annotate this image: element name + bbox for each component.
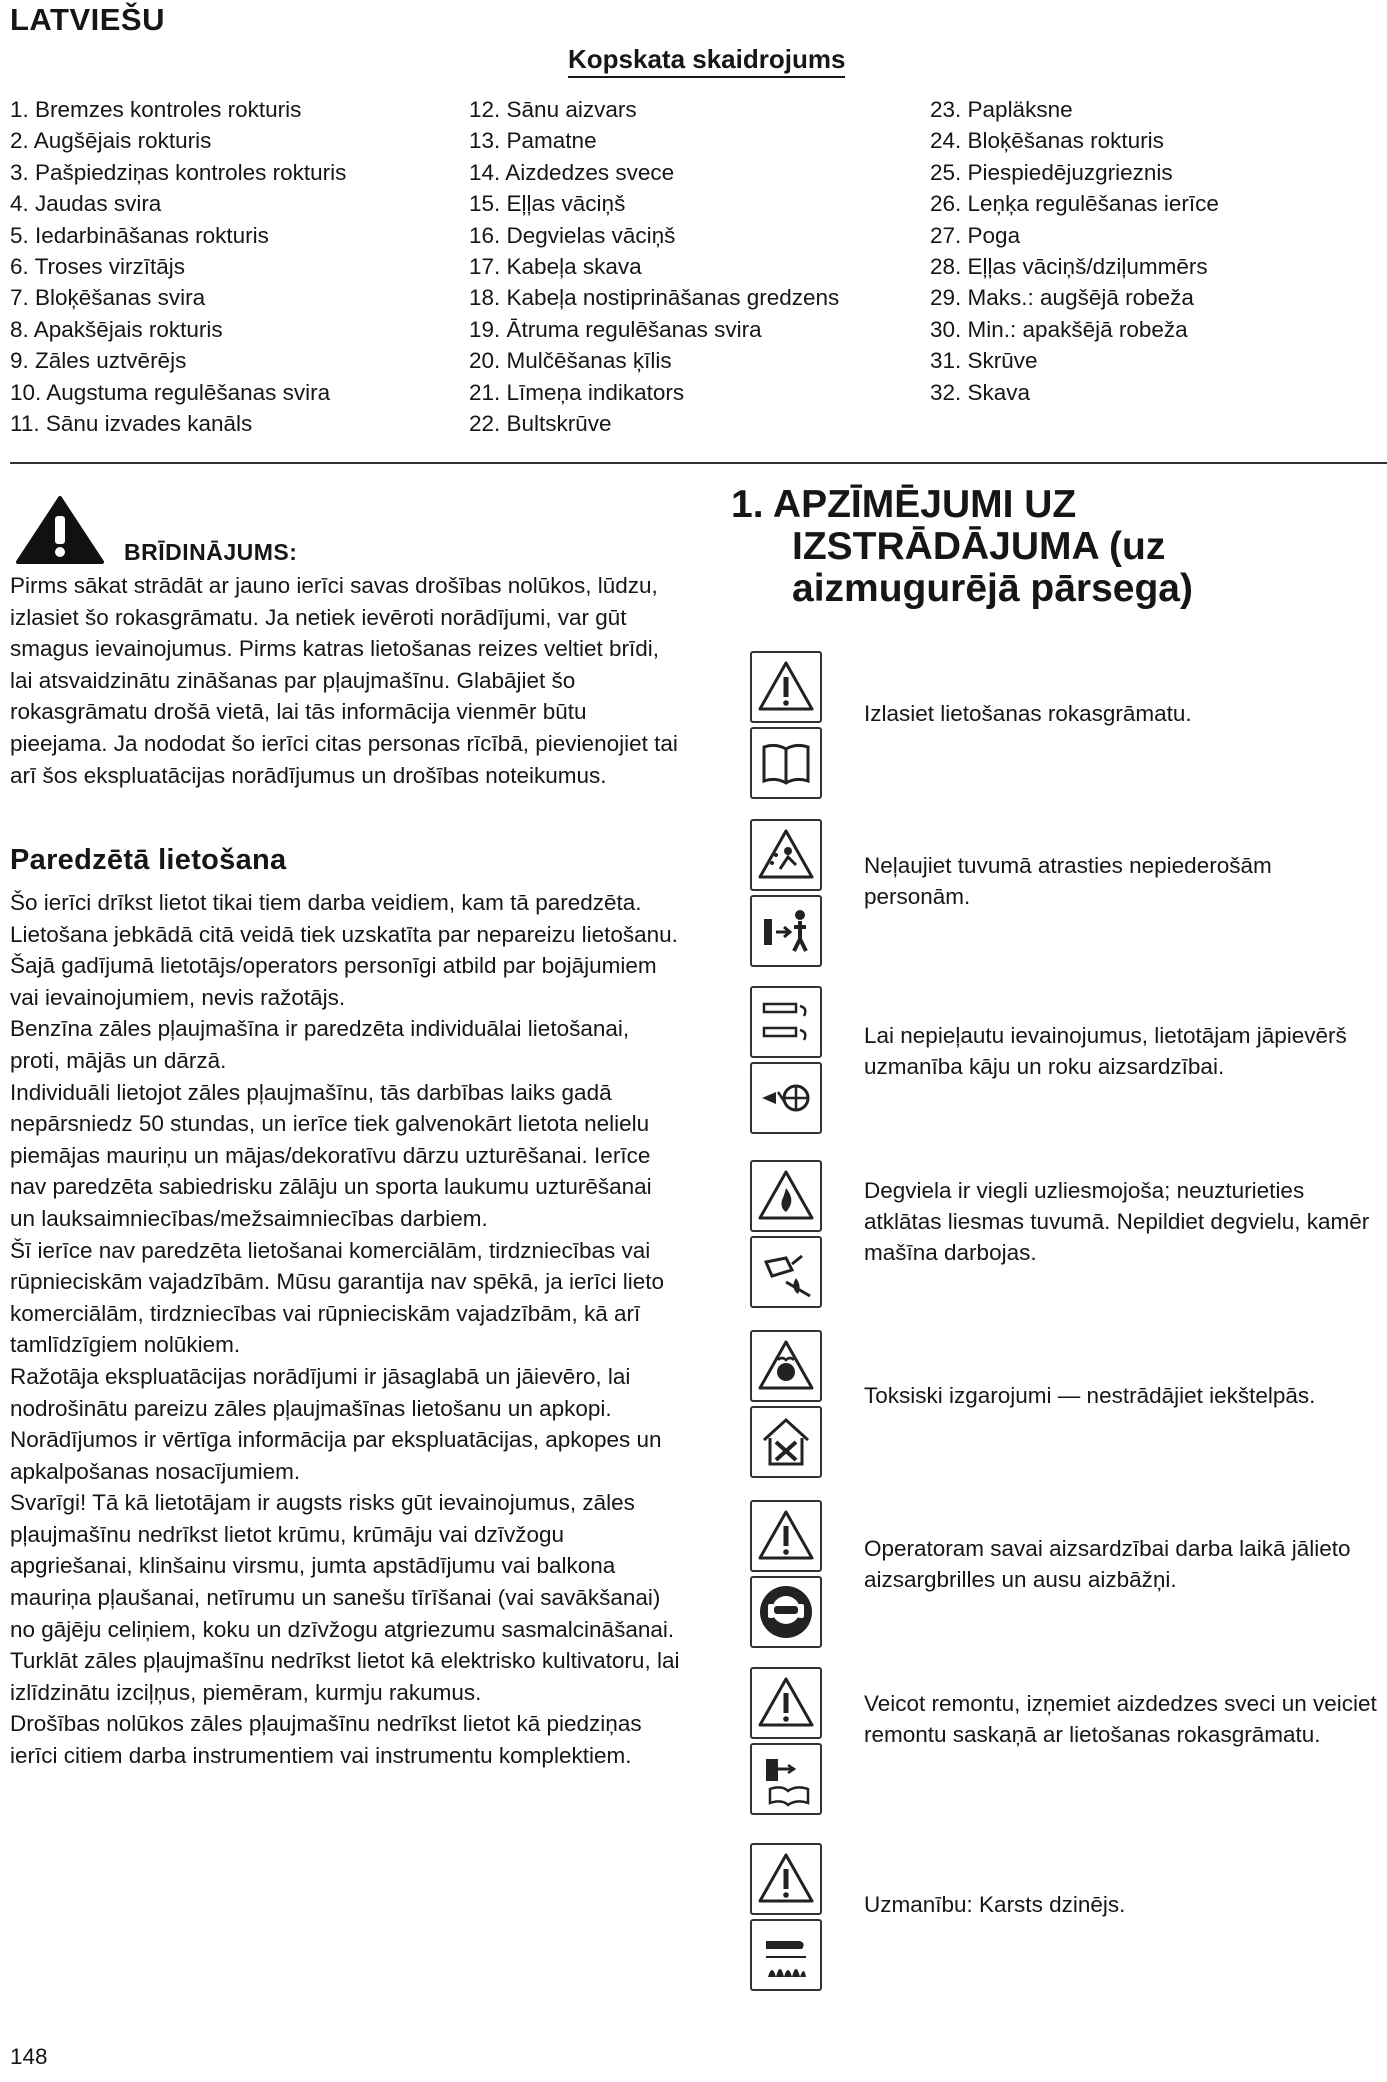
no-indoor-use-icon <box>750 1406 822 1478</box>
warning-triangle-icon <box>750 1843 822 1915</box>
symbols-section-title <box>731 484 1193 610</box>
symbol-description: Degviela ir viegli uzliesmojoša; neuzturieties atklātas liesmas tuvumā. Nepildiet degvielu, kamēr mašīna darbojas. <box>864 1178 1370 1265</box>
warning-triangle-icon <box>750 1667 822 1739</box>
section-divider <box>10 462 1387 464</box>
keep-bystanders-away-icon <box>750 895 822 967</box>
legend-item: 11. Sānu izvades kanāls <box>10 411 253 437</box>
symbol-group <box>750 651 826 803</box>
warning-triangle-icon <box>14 494 106 566</box>
legend-item: 19. Ātruma regulēšanas svira <box>469 316 762 342</box>
legend-column-1 <box>10 94 346 439</box>
legend-column-3 <box>930 94 1219 408</box>
language-heading: LATVIEŠU <box>10 2 165 37</box>
fire-warning-icon <box>750 1160 822 1232</box>
manual-book-icon <box>750 727 822 799</box>
symbol-description: Izlasiet lietošanas rokasgrāmatu. <box>864 701 1192 726</box>
legend-item: 22. Bultskrūve <box>469 411 612 437</box>
legend-item: 17. Kabeļa skava <box>469 254 642 280</box>
warning-triangle-icon <box>750 1500 822 1572</box>
legend-item: 25. Piespiedējuzgrieznis <box>930 159 1173 185</box>
legend-item: 12. Sānu aizvars <box>469 97 637 122</box>
page-number: 148 <box>10 2044 48 2069</box>
legend-item: 13. Pamatne <box>469 128 597 154</box>
intended-use-paragraph: Benzīna zāles pļaujmašīna ir paredzēta individuālai lietošanai, proti, mājās un dārzā. <box>10 1016 630 1073</box>
symbol-description: Toksiski izgarojumi — nestrādājiet iekštelpās. <box>864 1383 1316 1408</box>
legend-item: 30. Min.: apakšējā robeža <box>930 316 1188 342</box>
warning-body <box>10 570 680 791</box>
intended-use-paragraph: Svarīgi! Tā kā lietotājam ir augsts risks gūt ievainojumus, zāles pļaujmašīnu nedrīkst lietot krūmu, krūmāju vai dzīvžogu apgriešanai, klinšainu virsmu, jumta apstādījumu vai balkona mauriņa pļaušanai, netīrumu un sanešu tīrīšanai (vai savākšanai) no gājēju celiņiem, koku un dzīvžogu atgriezumu sasmalcināšanai. Turklāt zāles pļaujmašīnu nedrīkst lietot kā elektrisko kultivatoru, lai izlīdzinātu izciļņus, piemēram, kurmju rakumus. <box>10 1490 680 1705</box>
symbol-description: Uzmanību: Karsts dzinējs. <box>864 1892 1126 1917</box>
intended-use-body <box>10 887 680 1772</box>
legend-item: 1. Bremzes kontroles rokturis <box>10 97 302 122</box>
symbol-group <box>750 1843 826 1995</box>
legend-item: 16. Degvielas vāciņš <box>469 222 676 248</box>
thrown-objects-warning-icon <box>750 819 822 891</box>
spark-plug-manual-icon <box>750 1743 822 1815</box>
warning-paragraph: Pirms sākat strādāt ar jauno ierīci savas drošības nolūkos, lūdzu, izlasiet šo rokasgrāmatu. Ja netiek ievēroti norādījumi, var gūt smagus ievainojumus. Pirms katras lietošanas reizes veltiet brīdi, lai atsvaidzinātu zināšanas par pļaujmašīnu. Glabājiet šo rokasgrāmatu drošā vietā, lai tās informācija vienmēr būtu pieejama. Ja nododat šo ierīci citas personas rīcībā, pievienojiet tai arī šos ekspluatācijas norādījumus un drošības noteikumus. <box>10 573 678 788</box>
legend-item: 14. Aizdedzes svece <box>469 159 675 185</box>
legend-item: 10. Augstuma regulēšanas svira <box>10 379 331 405</box>
legend-item: 23. Papläksne <box>930 97 1073 122</box>
symbol-group <box>750 819 826 971</box>
legend-item: 32. Skava <box>930 379 1031 405</box>
legend-item: 6. Troses virzītājs <box>10 254 186 280</box>
legend-title: Kopskata skaidrojums <box>568 44 845 78</box>
symbol-description: Neļaujiet tuvumā atrasties nepiederošām personām. <box>864 853 1272 909</box>
symbols-title-line: aizmugurējā pārsega) <box>792 567 1193 610</box>
intended-use-paragraph: Šī ierīce nav paredzēta lietošanai komerciālām, tirdzniecības vai rūpnieciskām vajadzībām. Mūsu garantija nav spēkā, ja ierīci lieto komerciālām, tirdzniecības vai rūpnieciskām vajadzībām, kā arī tamlīdzīgiem nolūkiem. <box>10 1237 665 1358</box>
symbols-title-line: 1. APZĪMĒJUMI UZ <box>731 483 1077 526</box>
symbols-title-line: IZSTRĀDĀJUMA (uz <box>792 525 1166 568</box>
intended-use-paragraph: Drošības nolūkos zāles pļaujmašīnu nedrīkst lietot kā piedziņas ierīci citiem darba instrumentiem vai instrumentu komplektiem. <box>10 1711 642 1769</box>
hot-surface-icon <box>750 1919 822 1991</box>
legend-item: 26. Leņķa regulēšanas ierīce <box>930 191 1219 217</box>
legend-item: 4. Jaudas svira <box>10 191 162 217</box>
legend-item: 28. Eļļas vāciņš/dziļummērs <box>930 254 1208 280</box>
legend-item: 2. Augšējais rokturis <box>10 128 212 154</box>
legend-item: 20. Mulčēšanas ķīlis <box>469 348 672 374</box>
symbol-group <box>750 1500 826 1652</box>
intended-use-title: Paredzētā lietošana <box>10 844 287 876</box>
intended-use-paragraph: Šo ierīci drīkst lietot tikai tiem darba veidiem, kam tā paredzēta. Lietošana jebkādā citā veidā tiek uzskatīta par nepareizu lietošanu. Šajā gadījumā lietotājs/operators personīgi atbild par bojājumiem vai ievainojumiem, nevis ražotājs. <box>10 890 678 1010</box>
intended-use-paragraph: Individuāli lietojot zāles pļaujmašīnu, tās darbības laiks gadā nepārsniedz 50 stundas, un ierīce tiek galvenokārt lietota nelielu piemājas mauriņu un mājas/dekoratīvu dārzu uzturēšanai. Ierīce nav paredzēta sabiedrisku zālāju un sporta laukumu uzturēšanai un lauksaimniecības/mežsaimniecības darbiem. <box>10 1079 652 1231</box>
legend-item: 3. Pašpiedziņas kontroles rokturis <box>10 159 347 185</box>
symbol-description: Lai nepieļautu ievainojumus, lietotājam jāpievērš uzmanība kāju un roku aizsardzībai. <box>864 1023 1347 1079</box>
hand-foot-blade-icon <box>750 986 822 1058</box>
legend-item: 7. Bloķēšanas svira <box>10 285 206 311</box>
symbol-group <box>750 1667 826 1819</box>
symbol-group <box>750 1330 826 1482</box>
no-refuel-running-icon <box>750 1236 822 1308</box>
legend-item: 29. Maks.: augšējā robeža <box>930 285 1194 311</box>
legend-item: 18. Kabeļa nostiprināšanas gredzens <box>469 285 840 311</box>
legend-item: 21. Līmeņa indikators <box>469 379 685 405</box>
legend-item: 24. Bloķēšanas rokturis <box>930 128 1164 154</box>
legend-item: 5. Iedarbināšanas rokturis <box>10 222 269 248</box>
intended-use-paragraph: Ražotāja ekspluatācijas norādījumi ir jāsaglabā un jāievēro, lai nodrošinātu pareizu zāles pļaujmašīnas lietošanu un apkopi. Norādījumos ir vērtīga informācija par ekspluatācijas, apkopes un apkalpošanas nosacījumiem. <box>10 1363 662 1484</box>
legend-item: 8. Apakšējais rokturis <box>10 316 223 342</box>
legend-column-2 <box>469 94 839 439</box>
legend-item: 9. Zāles uztvērējs <box>10 348 187 374</box>
symbol-description: Veicot remontu, izņemiet aizdedzes sveci un veiciet remontu saskaņā ar lietošanas rokasgrāmatu. <box>864 1691 1377 1747</box>
symbol-group <box>750 1160 826 1312</box>
legend-item: 15. Eļļas vāciņš <box>469 191 626 217</box>
toxic-fumes-icon <box>750 1330 822 1402</box>
eye-ear-protection-icon <box>750 1576 822 1648</box>
warning-triangle-icon <box>750 651 822 723</box>
legend-item: 27. Poga <box>930 222 1021 248</box>
warning-title: BRĪDINĀJUMS: <box>124 539 298 565</box>
rotating-blade-icon <box>750 1062 822 1134</box>
symbol-group <box>750 986 826 1138</box>
legend-item: 31. Skrūve <box>930 348 1038 374</box>
symbol-description: Operatoram savai aizsardzībai darba laikā jālieto aizsargbrilles un ausu aizbāžņi. <box>864 1536 1351 1592</box>
